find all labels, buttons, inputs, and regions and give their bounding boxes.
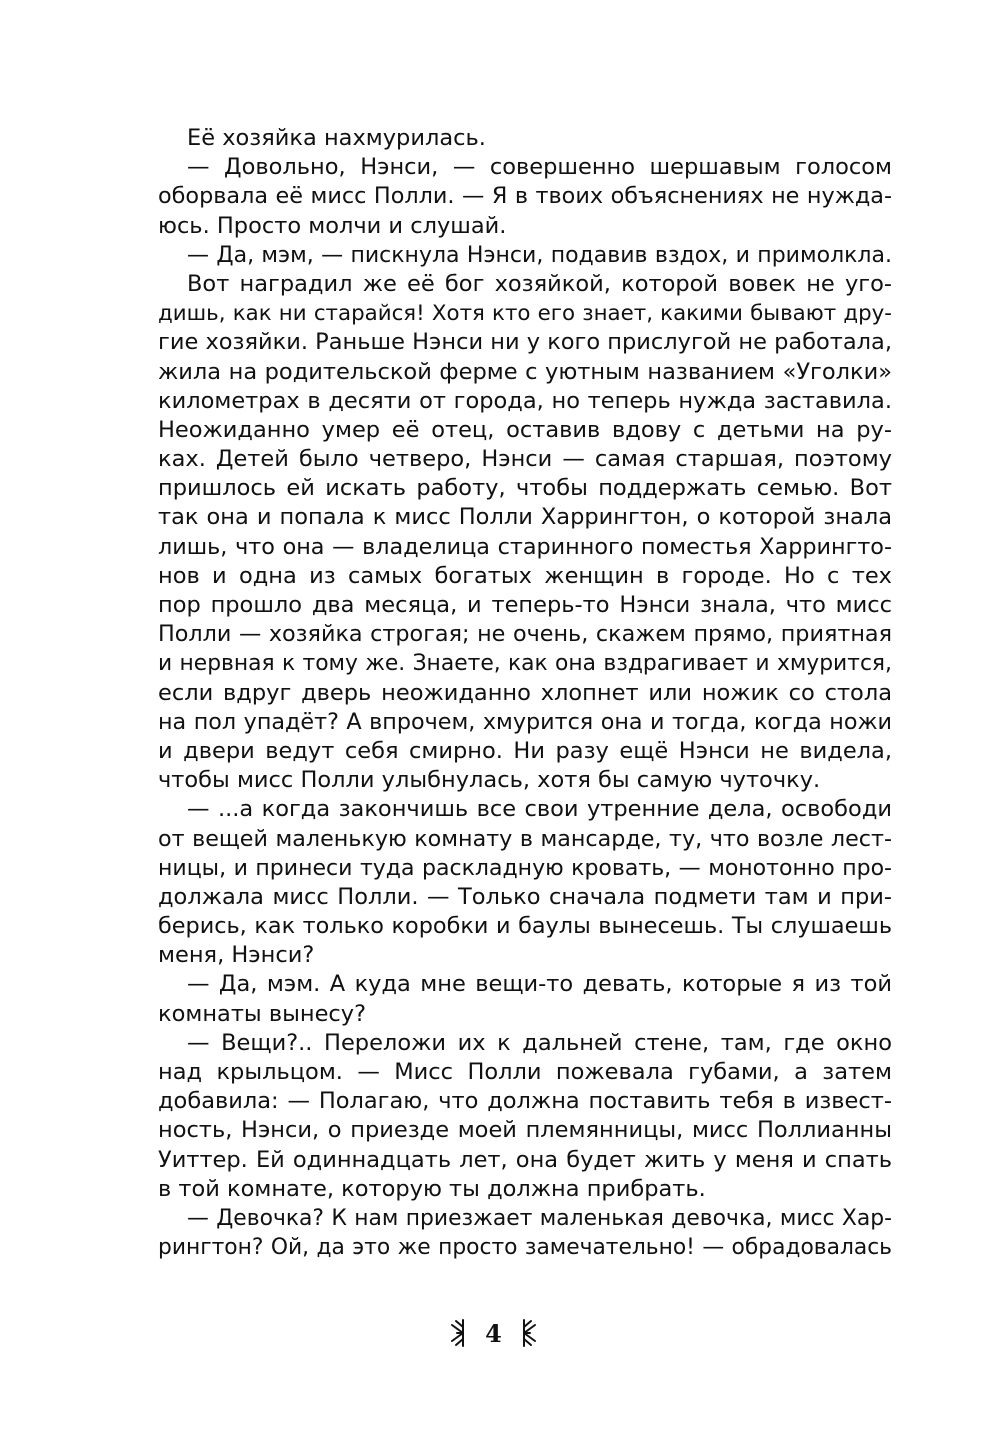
text-line: юсь. Просто молчи и слушай. bbox=[158, 212, 507, 239]
text-line: должала мисс Полли. — Только сначала подмети там и при- bbox=[158, 883, 892, 910]
page-footer bbox=[0, 1313, 987, 1353]
text-line: Её хозяйка нахмурилась. bbox=[187, 125, 486, 151]
text-line: и двери ведут себя смирно. Ни разу ещё Нэнси не видела, bbox=[158, 737, 892, 764]
ornament-left-icon bbox=[449, 1318, 471, 1348]
text-line: километрах в десяти от города, но теперь нужда заставила. bbox=[158, 387, 892, 414]
text-line: нов и одна из самых богатых женщин в городе. Но с тех bbox=[158, 562, 892, 589]
text-line: ках. Детей было четверо, Нэнси — самая старшая, поэтому bbox=[158, 446, 892, 473]
body-text bbox=[158, 124, 892, 1262]
page-number: 4 bbox=[485, 1318, 502, 1348]
text-line: — Да, мэм. А куда мне вещи-то девать, которые я из той bbox=[187, 971, 892, 998]
text-line: Полли — хозяйка строгая; не очень, скажем прямо, приятная bbox=[158, 621, 892, 648]
text-line: чтобы мисс Полли улыбнулась, хотя бы самую чуточку. bbox=[158, 767, 821, 794]
text-line: жила на родительской ферме с уютным названием «Уголки» bbox=[158, 358, 892, 385]
text-line: над крыльцом. — Мисс Полли пожевала губами, а затем bbox=[158, 1059, 892, 1085]
text-line: на пол упадёт? А впрочем, хмурится она и тогда, когда ножи bbox=[158, 708, 892, 735]
text-line: — Девочка? К нам приезжает маленькая девочка, мисс Хар- bbox=[187, 1205, 892, 1231]
text-line: пор прошло два месяца, и теперь-то Нэнси знала, что мисс bbox=[158, 592, 892, 618]
text-line: ницы, и принеси туда раскладную кровать, — монотонно про- bbox=[158, 855, 892, 881]
text-line: добавила: — Полагаю, что должна поставить тебя в извест- bbox=[158, 1088, 892, 1115]
ornament-right-icon bbox=[516, 1318, 538, 1348]
text-line: от вещей маленькую комнату в мансарде, ту, что возле лест- bbox=[158, 825, 892, 852]
text-line: дишь, как ни старайся! Хотя кто его знает, какими бывают дру- bbox=[158, 301, 892, 327]
text-line: так она и попала к мисс Полли Харрингтон, о которой знала bbox=[158, 504, 892, 531]
text-line: в той комнате, которую ты должна прибрать. bbox=[158, 1175, 706, 1202]
text-line: оборвала её мисс Полли. — Я в твоих объяснениях не нужда- bbox=[158, 183, 892, 210]
text-line: гие хозяйки. Раньше Нэнси ни у кого прислугой не работала, bbox=[158, 329, 892, 356]
text-line: — Вещи?.. Переложи их к дальней стене, там, где окно bbox=[187, 1029, 892, 1056]
text-line: лишь, что она — владелица старинного поместья Харрингто- bbox=[158, 533, 892, 560]
text-line: берись, как только коробки и баулы вынесешь. Ты слушаешь bbox=[158, 913, 892, 940]
text-line: Вот наградил же её бог хозяйкой, которой вовек не уго- bbox=[187, 270, 892, 297]
text-line: рингтон? Ой, да это же просто замечательно! — обрадовалась bbox=[158, 1235, 892, 1261]
text-line: ность, Нэнси, о приезде моей племянницы, мисс Поллианны bbox=[158, 1117, 892, 1144]
text-line: Уиттер. Ей одиннадцать лет, она будет жить у меня и спать bbox=[158, 1146, 892, 1173]
text-line: — ...а когда закончишь все свои утренние дела, освободи bbox=[187, 796, 892, 823]
text-line: комнаты вынесу? bbox=[158, 1000, 367, 1027]
text-line: — Довольно, Нэнси, — совершенно шершавым голосом bbox=[187, 154, 892, 181]
text-line: меня, Нэнси? bbox=[158, 942, 315, 969]
text-line: пришлось ей искать работу, чтобы поддержать семью. Вот bbox=[158, 475, 892, 502]
text-line: Неожиданно умер её отец, оставив вдову с детьми на ру- bbox=[158, 416, 892, 443]
text-line: — Да, мэм, — пискнула Нэнси, подавив вздох, и примолкла. bbox=[187, 242, 892, 268]
text-line: если вдруг дверь неожиданно хлопнет или ножик со стола bbox=[158, 679, 892, 706]
text-line: и нервная к тому же. Знаете, как она вздрагивает и хмурится, bbox=[158, 651, 892, 677]
